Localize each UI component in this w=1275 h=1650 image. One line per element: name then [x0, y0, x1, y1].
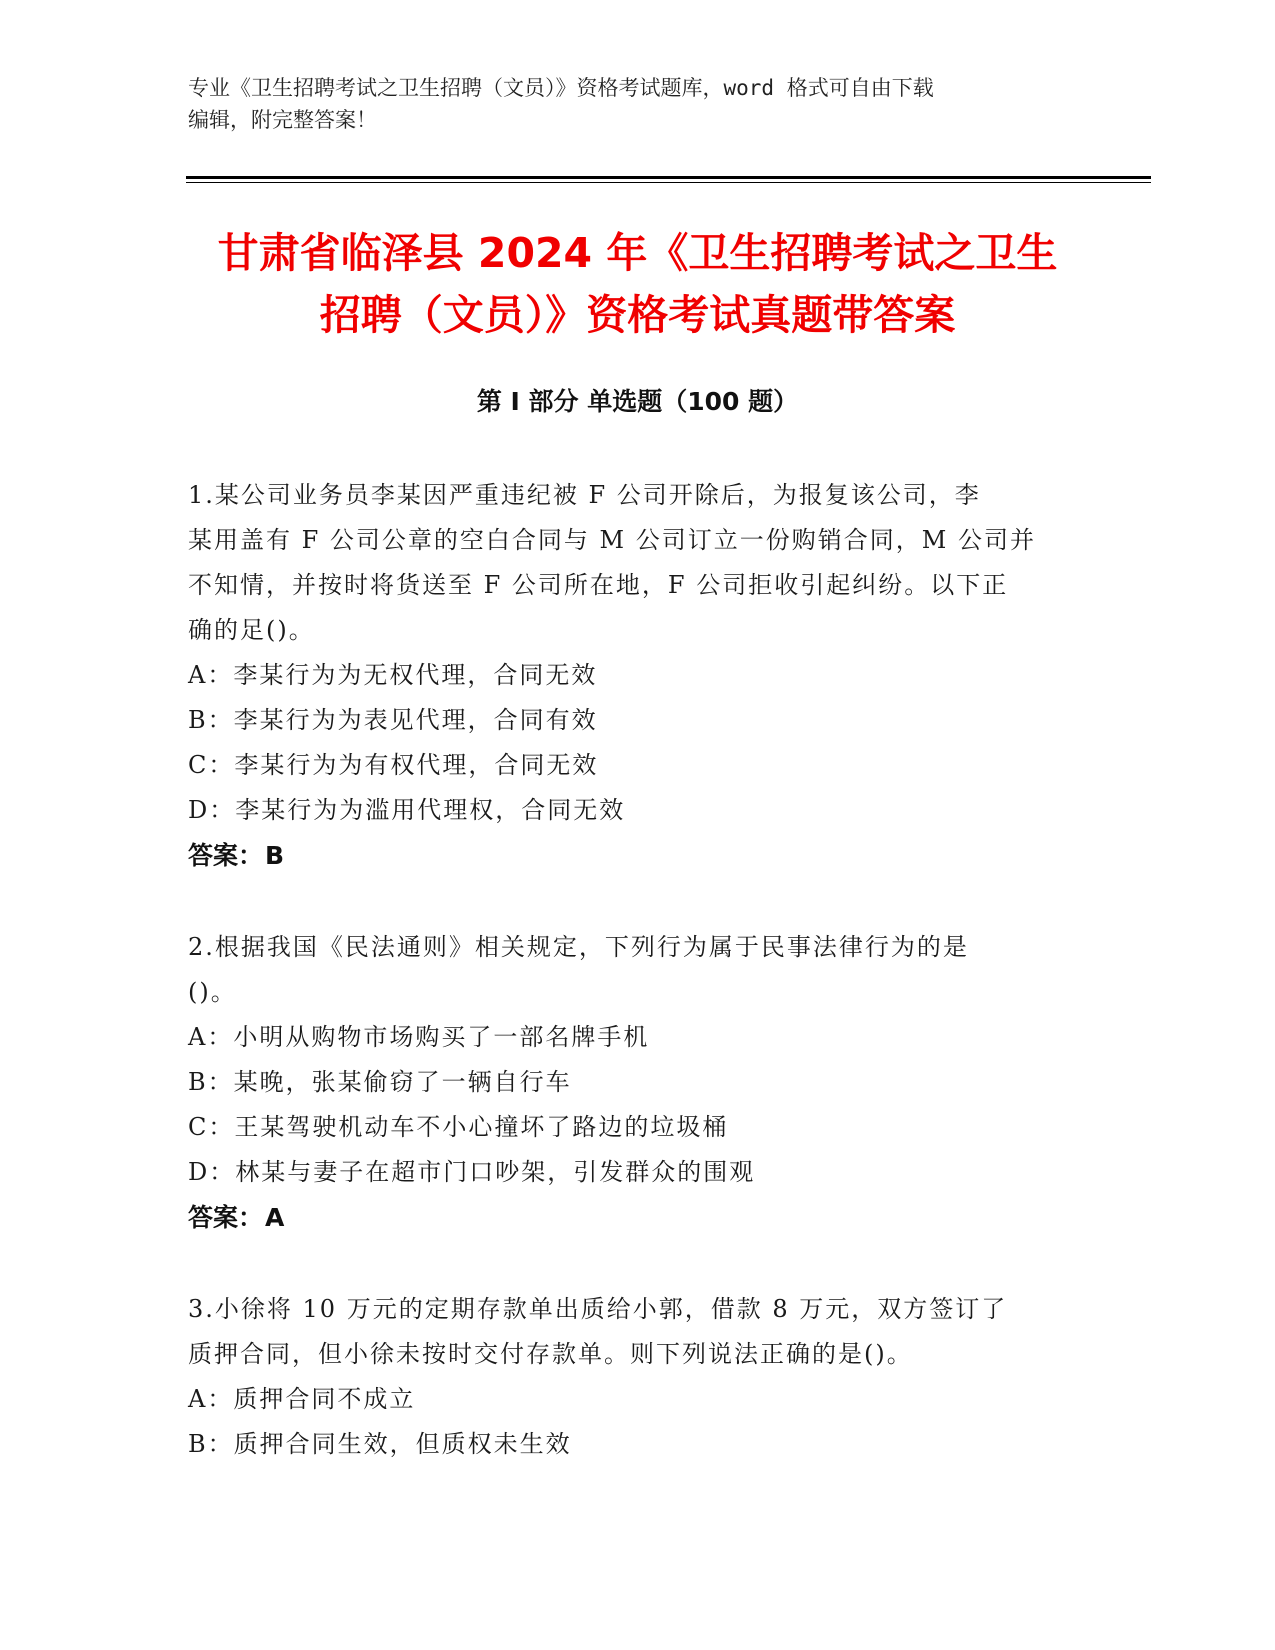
- question-1: [188, 473, 1093, 878]
- option-d: D：林某与妻子在超市门口吵架，引发群众的围观: [188, 1158, 756, 1186]
- question-list: [188, 473, 1093, 1514]
- question-stem-line: 某用盖有 F 公司公章的空白合同与 M 公司订立一份购销合同，M 公司并: [188, 526, 1036, 554]
- option-b: B：李某行为为表见代理，合同有效: [188, 706, 598, 734]
- option-c: C：李某行为为有权代理，合同无效: [188, 751, 599, 779]
- header-note-line-1: 专业《卫生招聘考试之卫生招聘（文员）》资格考试题库，word 格式可自由下载: [188, 76, 934, 100]
- question-3: [188, 1287, 1093, 1467]
- header-divider-thin: [186, 182, 1151, 183]
- option-a: A：李某行为为无权代理，合同无效: [188, 661, 598, 689]
- option-a: A：小明从购物市场购买了一部名牌手机: [188, 1023, 650, 1051]
- option-d: D：李某行为为滥用代理权，合同无效: [188, 796, 626, 824]
- option-b: B：某晚，张某偷窃了一辆自行车: [188, 1068, 572, 1096]
- option-b: B：质押合同生效，但质权未生效: [188, 1430, 572, 1458]
- question-stem-line: 不知情，并按时将货送至 F 公司所在地，F 公司拒收引起纠纷。以下正: [188, 571, 1009, 599]
- answer-value: B: [265, 841, 285, 870]
- option-c: C：王某驾驶机动车不小心撞坏了路边的垃圾桶: [188, 1113, 729, 1141]
- question-stem-line: 3.小徐将 10 万元的定期存款单出质给小郭，借款 8 万元，双方签订了: [188, 1295, 1008, 1323]
- answer-label: 答案：: [188, 1203, 264, 1232]
- header-divider-thick: [186, 176, 1151, 179]
- header-note: [188, 72, 1088, 136]
- section-heading: 第 I 部分 单选题（100 题）: [476, 387, 799, 416]
- question-2: [188, 925, 1093, 1240]
- answer: [188, 1195, 1093, 1240]
- answer: [188, 833, 1093, 878]
- question-stem-line: 2.根据我国《民法通则》相关规定，下列行为属于民事法律行为的是: [188, 933, 969, 961]
- question-stem-line: 1.某公司业务员李某因严重违纪被 F 公司开除后，为报复该公司，李: [188, 481, 981, 509]
- document-title-line-1: 甘肃省临泽县 2024 年《卫生招聘考试之卫生: [217, 229, 1058, 277]
- document-title: [150, 222, 1125, 346]
- option-a: A：质押合同不成立: [188, 1385, 416, 1413]
- answer-label: 答案：: [188, 841, 264, 870]
- document-title-line-2: 招聘（文员）》资格考试真题带答案: [319, 291, 956, 339]
- header-note-line-2: 编辑，附完整答案！: [188, 108, 377, 132]
- question-stem-line: 质押合同，但小徐未按时交付存款单。则下列说法正确的是()。: [188, 1340, 913, 1368]
- answer-value: A: [265, 1203, 285, 1232]
- question-stem-line: 确的足()。: [188, 616, 315, 644]
- question-stem-line: ()。: [188, 978, 237, 1006]
